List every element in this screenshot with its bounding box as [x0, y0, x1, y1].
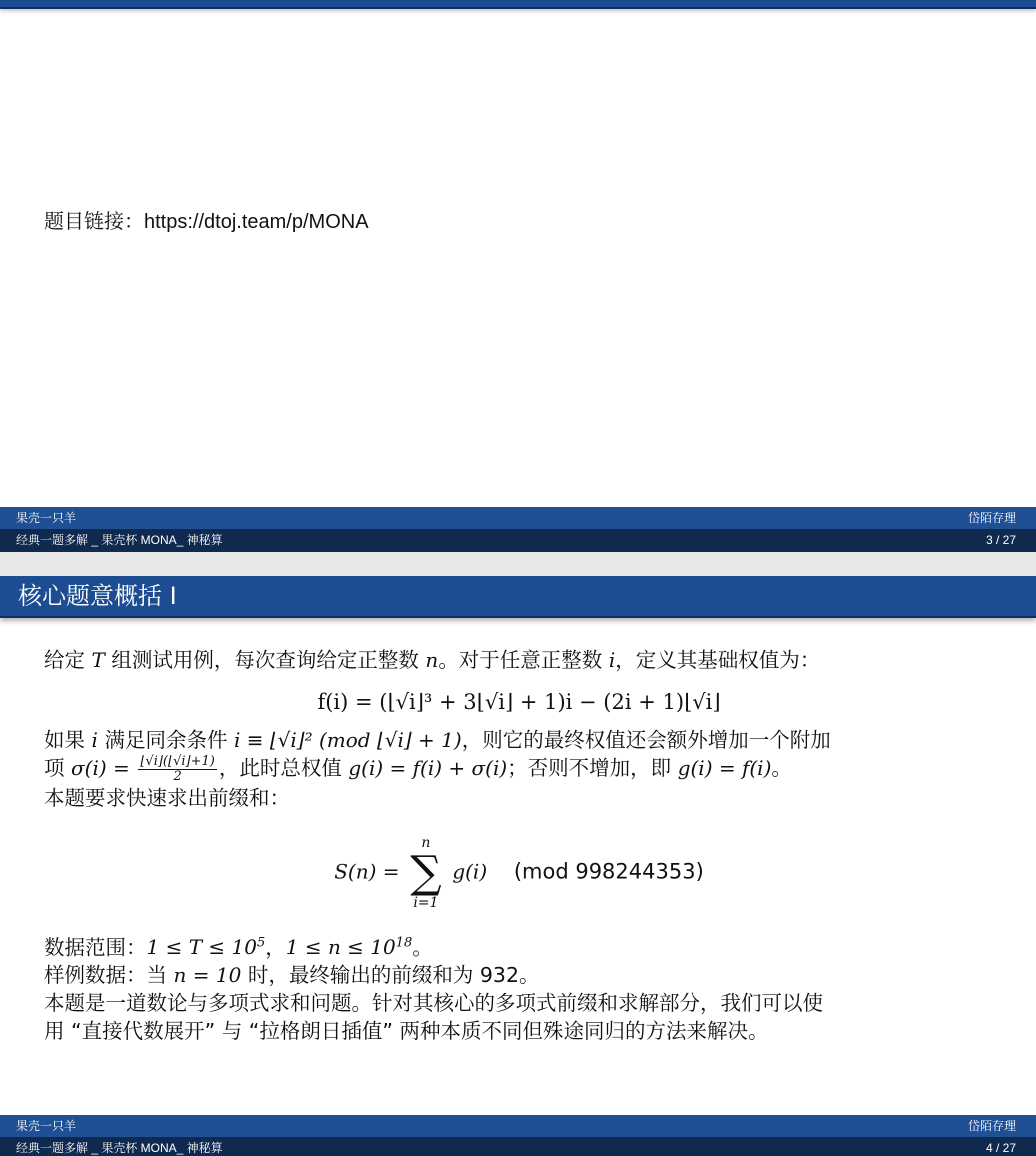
sum-lhs: S(n) =	[334, 859, 400, 883]
text: ，此时总权值	[218, 756, 349, 780]
problem-link[interactable]: https://dtoj.team/p/MONA	[144, 211, 369, 233]
link-label: 题目链接：	[44, 209, 144, 233]
sample-data	[44, 961, 994, 989]
text: ，定义其基础权值为：	[615, 648, 821, 672]
footer-title: 经典一题多解 _ 果壳杯 MONA_ 神秘算	[16, 533, 223, 547]
slide-3	[0, 0, 1036, 552]
footer-institute: 岱陌存理	[967, 1119, 1016, 1133]
sum-lower-limit: i=1	[413, 894, 439, 911]
footer-title: 经典一题多解 _ 果壳杯 MONA_ 神秘算	[16, 1141, 223, 1155]
math-T: T	[91, 648, 105, 672]
range-T-base: 1 ≤ T ≤ 10	[146, 935, 257, 960]
text: 满足同余条件	[97, 728, 234, 752]
text: 给定	[44, 648, 92, 672]
sum-term: g(i)	[452, 859, 488, 883]
slide-title: 核心题意概括 I	[0, 576, 1036, 618]
slide-content	[44, 646, 994, 1045]
math-g-definition: g(i) = f(i) + σ(i)	[348, 756, 508, 780]
slide-footer	[0, 507, 1036, 552]
footer-page-number: 4 / 27	[985, 1141, 1016, 1155]
slide-footer	[0, 1115, 1036, 1156]
math-n: n	[425, 648, 439, 672]
footer-page-number: 3 / 27	[985, 533, 1016, 547]
formula-f: f(i) = (⌊√i⌋³ + 3⌊√i⌋ + 1)i − (2i + 1)⌊√i⌋	[317, 690, 721, 714]
fraction-numerator: ⌊√i⌋(⌊√i⌋+1)	[140, 753, 215, 769]
prefix-sum-intro: 本题要求快速求出前缀和：	[44, 785, 290, 810]
text: 。对于任意正整数	[438, 648, 609, 672]
footer-institute: 岱陌存理	[967, 511, 1016, 525]
range-n	[286, 935, 413, 959]
footer-author: 果壳一只羊	[16, 511, 77, 525]
sum-modulus: (mod 998244353)	[513, 859, 704, 883]
text: 数据范围：	[44, 935, 147, 960]
text: ，则它的最终权值还会额外增加一个附加	[461, 728, 831, 752]
fraction-denominator: 2	[173, 768, 182, 784]
math-g-else: g(i) = f(i)	[677, 756, 772, 780]
intro-paragraph	[44, 646, 994, 674]
slide-title-bar	[0, 0, 1036, 9]
math-i: i	[608, 648, 616, 672]
sum-upper-limit: n	[421, 834, 431, 851]
text: 样例数据：当	[44, 963, 174, 988]
text: 。	[771, 756, 792, 780]
formula-sum	[44, 836, 994, 922]
sigma-paragraph	[44, 754, 994, 784]
footer-author: 果壳一只羊	[16, 1119, 77, 1133]
math-sigma-lhs: σ(i) =	[71, 756, 130, 780]
sigma-fraction	[138, 755, 216, 784]
text: 时，最终输出的前缀和为 932。	[241, 963, 540, 988]
data-range	[44, 930, 994, 962]
range-n-exponent: 18	[395, 935, 413, 951]
text: 。	[412, 935, 433, 960]
condition-paragraph	[44, 726, 994, 754]
range-T	[147, 935, 266, 959]
method-paragraph-2: 用 “直接代数展开” 与 “拉格朗日插值” 两种本质不同但殊途同归的方法来解决。	[44, 1019, 769, 1044]
math-sample-n: n = 10	[173, 963, 242, 988]
range-n-base: 1 ≤ n ≤ 10	[285, 935, 396, 960]
text: ，	[265, 935, 286, 960]
range-T-exponent: 5	[256, 935, 266, 951]
sigma-icon: ∑	[410, 846, 442, 898]
text: 如果	[44, 728, 92, 752]
method-paragraph-1: 本题是一道数论与多项式求和问题。针对其核心的多项式前缀和求解部分，我们可以使	[44, 991, 823, 1016]
math-i: i	[91, 728, 98, 752]
slide-4	[0, 576, 1036, 1156]
text: 组测试用例，每次查询给定正整数	[104, 648, 426, 672]
summation-symbol	[410, 836, 441, 910]
problem-link-line	[44, 205, 369, 234]
math-congruence: i ≡ ⌊√i⌋² (mod ⌊√i⌋ + 1)	[233, 728, 462, 752]
text: ；否则不增加，即	[507, 756, 678, 780]
text: 项	[44, 756, 72, 780]
